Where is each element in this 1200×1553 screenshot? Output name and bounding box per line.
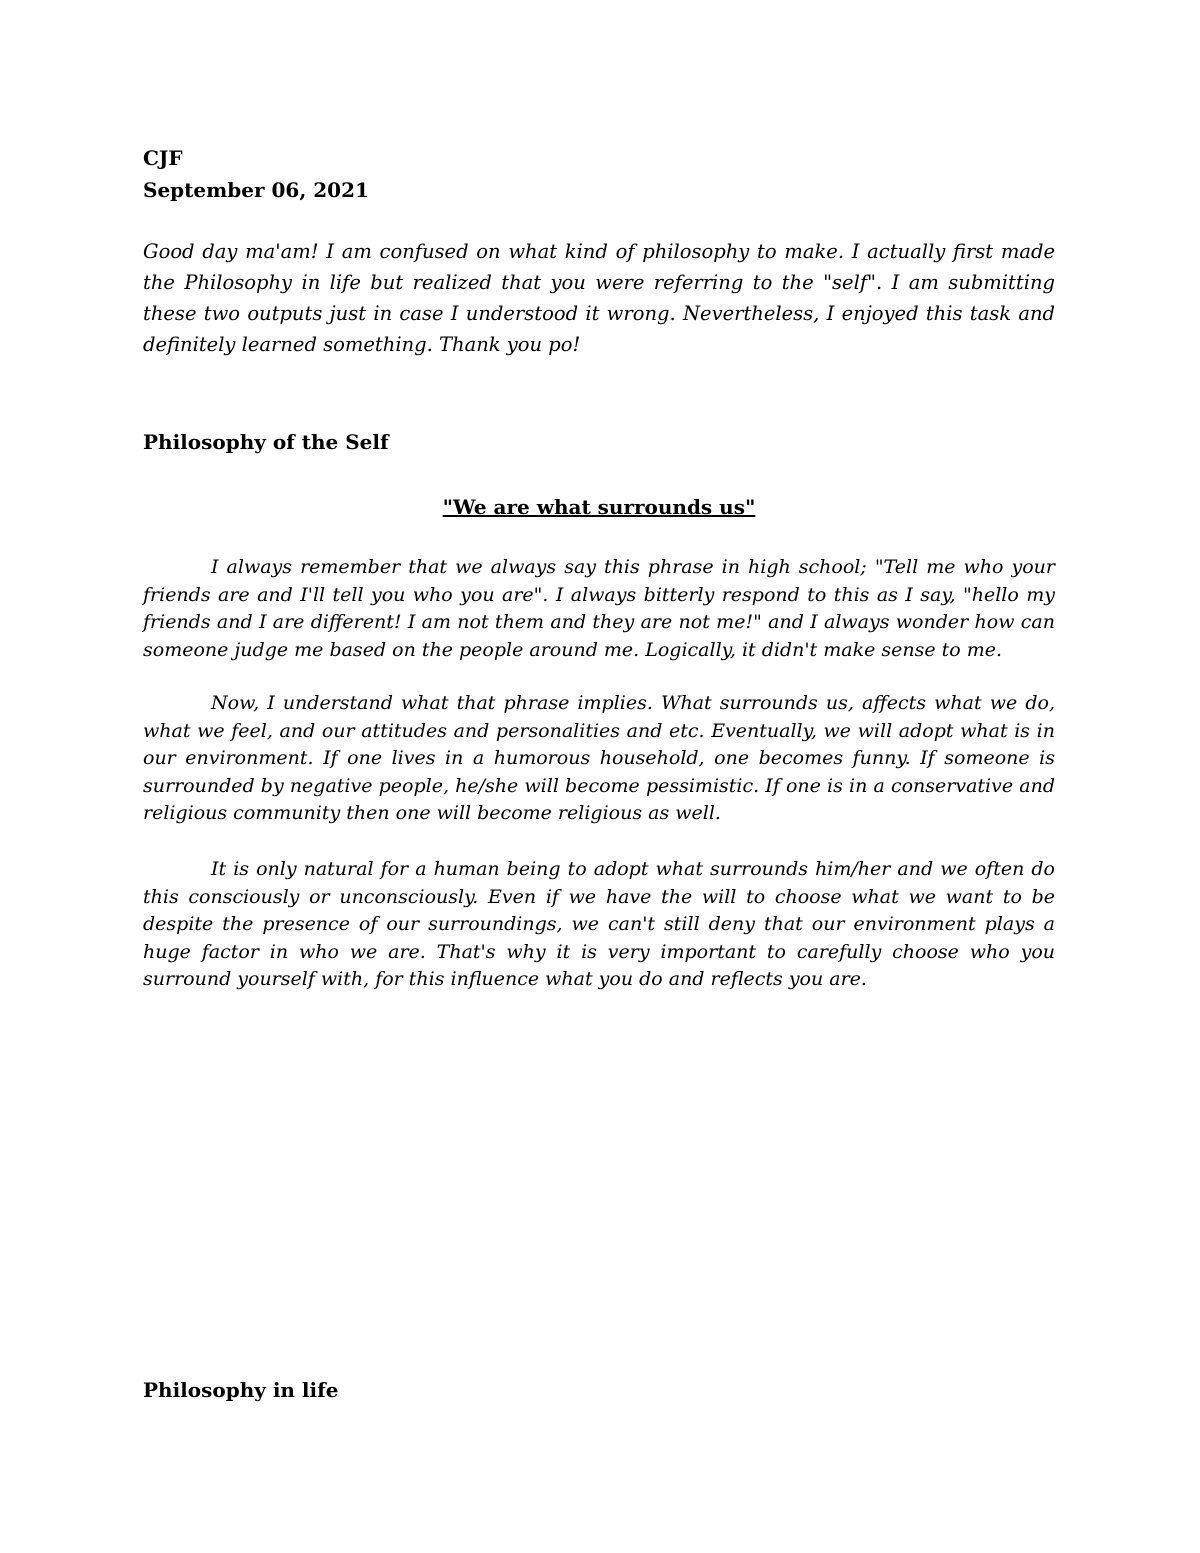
section-heading-self: Philosophy of the Self: [143, 430, 389, 454]
essay-paragraph-1: I always remember that we always say this phrase in high school; "Tell me who your friends are and I'll tell you who you are". I always bitterly respond to this as I say, "hello my friends and I are different! I am not them and they are not me!" and I always wonder how can someone judge me based on the people around me. Logically, it didn't make sense to me.: [143, 556, 1055, 661]
document-date: September 06, 2021: [143, 178, 369, 202]
essay-paragraph-3: It is only natural for a human being to adopt what surrounds him/her and we often do this consciously or unconsciously. Even if we have the will to choose what we want to be despite the presence of our surroundings, we can't still deny that our environment plays a huge factor in who we are. That's why it is very important to carefully choose who you surround yourself with, for this influence what you do and reflects you are.: [143, 858, 1055, 990]
essay-paragraph-2: Now, I understand what that phrase implies. What surrounds us, affects what we do, what we feel, and our attitudes and personalities and etc. Eventually, we will adopt what is in our environment. If one lives in a humorous household, one becomes funny. If someone is surrounded by negative people, he/she will become pessimistic. If one is in a conservative and religious community then one will become religious as well.: [143, 692, 1055, 824]
essay-title-text: "We are what surrounds us": [442, 495, 756, 519]
author-initials: CJF: [143, 146, 183, 170]
essay-title: [143, 495, 1055, 519]
section-heading-life: Philosophy in life: [143, 1378, 339, 1402]
intro-paragraph: Good day ma'am! I am confused on what kind of philosophy to make. I actually first made the Philosophy in life but realized that you were referring to the "self". I am submitting these two outputs just in case I understood it wrong. Nevertheless, I enjoyed this task and definitely learned something. Thank you po!: [143, 240, 1055, 356]
